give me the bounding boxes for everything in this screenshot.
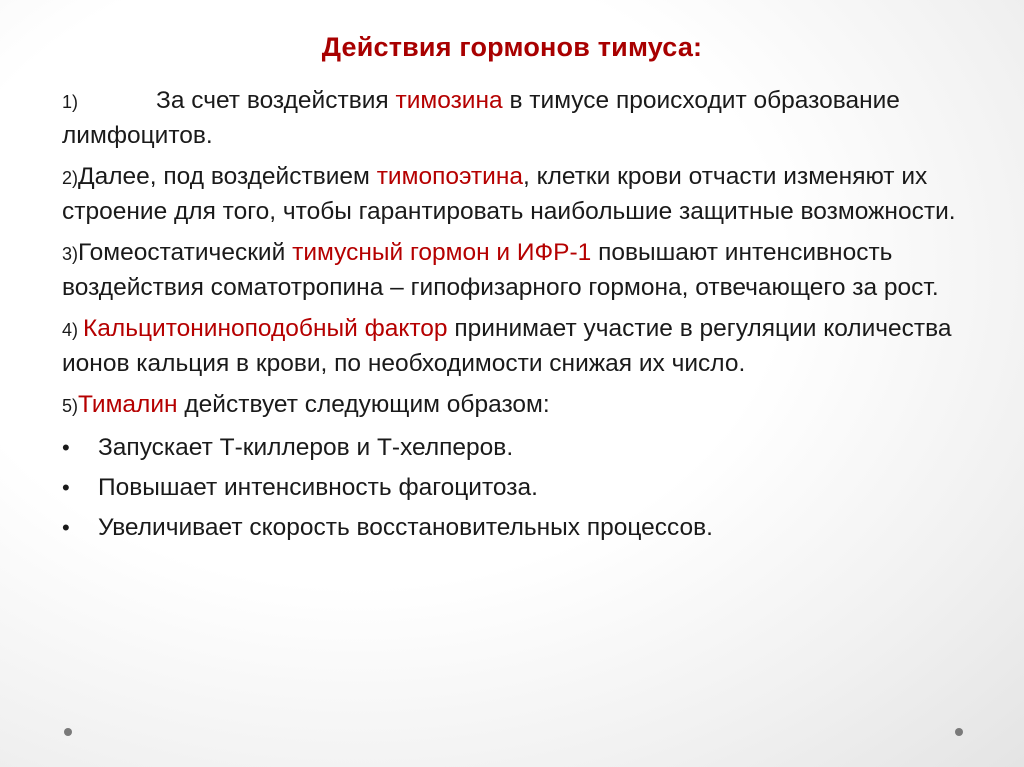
bullet-text: Запускает Т-киллеров и Т-хелперов. (98, 434, 514, 461)
item-highlight: тимозина (395, 87, 503, 114)
item-number: 3) (62, 244, 79, 264)
item-text: действует следующим образом: (177, 391, 550, 418)
bullet-item (62, 431, 962, 464)
item-number: 2) (62, 168, 79, 188)
list-item-3 (62, 236, 962, 304)
list-item-5 (62, 388, 962, 423)
item-highlight: Кальцитониноподобный фактор (83, 315, 448, 342)
bullet-icon: • (62, 435, 70, 460)
bullet-icon: • (62, 515, 70, 540)
bullet-text: Повышает интенсивность фагоцитоза. (98, 474, 538, 501)
slide-content (62, 84, 962, 551)
item-text: принимает участие в регуляции количества ионов кальция в крови, по необходимости снижая их число. (62, 315, 952, 377)
bullet-text: Увеличивает скорость восстановительных процессов. (98, 514, 713, 541)
item-text: За счет воздействия (156, 87, 396, 114)
slide-title: Действия гормонов тимуса: (321, 32, 703, 62)
item-text: повышают интенсивность воздействия соматотропина – гипофизарного гормона, отвечающего за рост. (62, 239, 939, 301)
prev-slide-dot-icon[interactable] (64, 728, 72, 736)
bullet-item (62, 511, 962, 544)
item-text: в тимусе происходит образование лимфоцитов. (62, 87, 900, 149)
item-highlight: Тималин (78, 391, 178, 418)
item-number: 5) (62, 396, 79, 416)
item-number: 4) (62, 320, 84, 340)
item-highlight: тимусный гормон и ИФР-1 (292, 239, 592, 266)
item-text: Далее, под воздействием (78, 163, 377, 190)
item-text: Гомеостатический (78, 239, 293, 266)
item-highlight: тимопоэтина (376, 163, 523, 190)
item-text: , клетки крови отчасти изменяют их строение для того, чтобы гарантировать наибольшие защитные возможности. (62, 163, 956, 225)
list-item-1 (62, 84, 962, 152)
bullet-icon: • (62, 475, 70, 500)
bullet-item (62, 471, 962, 504)
bullet-list (62, 431, 962, 544)
item-number: 1) (62, 92, 79, 112)
list-item-2 (62, 160, 962, 228)
next-slide-dot-icon[interactable] (955, 728, 963, 736)
list-item-4 (62, 312, 962, 380)
